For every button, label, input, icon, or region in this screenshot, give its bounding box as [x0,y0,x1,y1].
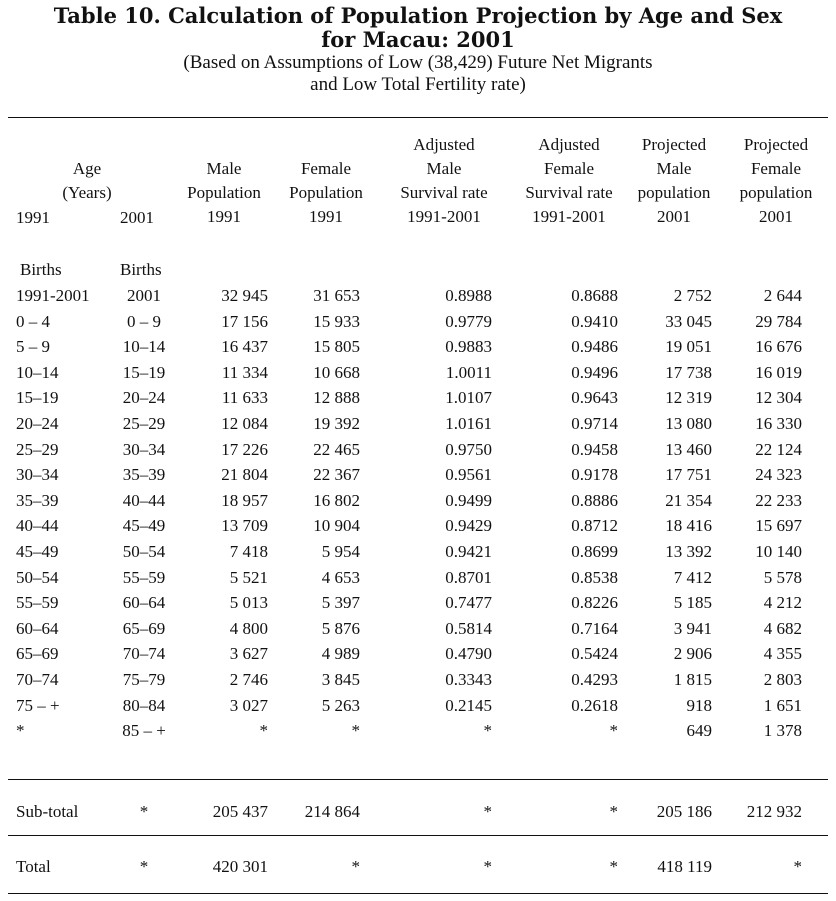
cell-proj-male-2001: 2 906 [673,644,712,664]
cell-female-pop-1991: 31 653 [313,286,360,305]
cell-age-2001: 15–19 [122,362,166,382]
cell-age-1991: Sub-total [16,802,79,821]
cell-male-pop-1991: 13 709 [221,516,268,536]
cell-male-pop-1991: 205 437 [212,802,268,821]
cell-adj-male-survival: 0.7477 [445,593,492,613]
cell-proj-male-2001: 418 119 [657,857,712,876]
cell-age-2001: 50–54 [122,542,166,561]
cell-female-pop-1991: 15 933 [313,311,360,331]
cell-age-2001: * [139,857,149,876]
cell-adj-female-survival: 0.8699 [571,542,618,561]
cell-proj-female-2001: 16 676 [755,337,802,357]
header-projected-male-population-2001 [626,133,722,229]
cell-age-1991: 15–19 [16,388,59,408]
header-line: Adjusted [538,135,600,154]
cell-age-1991: 40–44 [16,516,59,536]
header-line: Adjusted [413,135,475,154]
cell-adj-male-survival: 0.4790 [445,644,492,664]
cell-adj-female-survival: 0.9410 [571,311,618,331]
cell-age-1991: 35–39 [16,490,59,510]
cell-proj-male-2001: 649 [686,721,712,741]
cell-proj-male-2001: 1 815 [673,670,712,689]
cell-male-pop-1991: 5 521 [229,567,268,587]
cell-proj-male-2001: 19 051 [665,337,712,357]
cell-adj-female-survival: 0.8688 [571,286,618,305]
births-label-1991: Births [20,260,62,279]
cell-adj-female-survival: 0.9643 [571,388,618,408]
cell-age-2001: 0 – 9 [127,311,161,331]
cell-adj-female-survival: 0.9178 [571,465,618,485]
cell-age-1991: 70–74 [16,670,59,689]
cell-adj-female-survival: 0.2618 [571,695,618,715]
cell-adj-male-survival: 0.2145 [445,695,492,715]
cell-adj-male-survival: 0.8701 [445,567,492,587]
cell-female-pop-1991: * [351,857,360,876]
cell-female-pop-1991: 4 653 [321,567,360,587]
cell-proj-female-2001: 16 019 [755,362,802,382]
cell-proj-male-2001: 5 185 [673,593,712,613]
cell-female-pop-1991: 4 989 [321,644,360,664]
cell-male-pop-1991: 3 627 [229,644,268,664]
header-adjusted-female-survival-rate [508,133,630,229]
cell-proj-female-2001: 12 304 [755,388,802,408]
cell-proj-male-2001: 13 080 [665,414,712,433]
cell-adj-female-survival: 0.9486 [571,337,618,357]
cell-proj-male-2001: 2 752 [673,286,712,305]
cell-female-pop-1991: 5 263 [321,695,360,715]
header-line: Survival rate [400,183,488,202]
cell-male-pop-1991: 17 226 [221,439,268,459]
cell-adj-male-survival: 1.0161 [445,414,492,433]
header-line: Projected [641,135,707,154]
header-line: Population [289,183,363,202]
cell-female-pop-1991: 5 876 [321,618,360,638]
cell-proj-female-2001: 5 578 [763,567,802,587]
cell-proj-female-2001: 22 233 [755,490,802,510]
cell-age-1991: 45–49 [16,542,59,561]
cell-adj-female-survival: 0.9496 [571,362,618,382]
cell-adj-male-survival: 0.9429 [445,516,492,536]
cell-proj-male-2001: 33 045 [665,311,712,331]
table-title-line-1: Table 10. Calculation of Population Projection by Age and Sex [53,3,783,28]
cell-age-1991: 0 – 4 [16,311,50,331]
cell-adj-male-survival: 0.5814 [445,618,492,638]
header-line: Male [206,159,242,178]
subtotal-rule [8,779,828,780]
cell-age-2001: 30–34 [122,439,166,459]
cell-proj-male-2001: 18 416 [665,516,712,536]
cell-male-pop-1991: 2 746 [229,670,268,689]
cell-proj-female-2001: 212 932 [746,802,802,821]
cell-age-2001: 10–14 [122,337,166,357]
cell-age-2001: 55–59 [122,567,166,587]
cell-age-1991: Total [16,857,51,876]
cell-male-pop-1991: 18 957 [221,490,268,510]
births-label-2001: Births [120,260,162,279]
cell-proj-female-2001: 2 803 [763,670,802,689]
cell-age-1991: 30–34 [16,465,59,485]
cell-adj-male-survival: 0.9750 [445,439,492,459]
cell-age-2001: 75–79 [122,670,166,689]
cell-proj-male-2001: 13 392 [665,542,712,561]
header-age-line: Age [72,159,102,178]
table-title-line-2: for Macau: 2001 [321,27,515,52]
cell-male-pop-1991: 7 418 [229,542,268,561]
cell-proj-female-2001: 1 651 [763,695,802,715]
cell-age-1991: 50–54 [16,567,59,587]
cell-adj-female-survival: * [609,802,618,821]
cell-age-2001: 80–84 [122,695,166,715]
cell-adj-female-survival: 0.8538 [571,567,618,587]
cell-adj-female-survival: 0.7164 [571,618,618,638]
title-block [0,4,836,96]
cell-adj-female-survival: 0.9714 [571,414,618,433]
cell-age-1991: 55–59 [16,593,59,613]
cell-proj-female-2001: 24 323 [755,465,802,485]
cell-age-1991: 75 – + [16,695,60,715]
cell-age-2001: 2001 [127,286,161,305]
cell-age-2001: 40–44 [122,490,166,510]
cell-age-2001: 45–49 [122,516,166,536]
total-rule [8,835,828,836]
header-year-1991: 1991 [16,208,50,227]
header-female-population-1991 [276,157,376,229]
header-line: Population [187,183,261,202]
cell-female-pop-1991: 16 802 [313,490,360,510]
cell-adj-female-survival: 0.8712 [571,516,618,536]
cell-male-pop-1991: 16 437 [221,337,268,357]
cell-male-pop-1991: 32 945 [221,286,268,305]
cell-age-1991: * [16,721,25,741]
cell-adj-male-survival: 0.9561 [445,465,492,485]
cell-proj-male-2001: 3 941 [673,618,712,638]
cell-adj-male-survival: 0.3343 [445,670,492,689]
header-line: Female [750,159,802,178]
cell-male-pop-1991: * [259,721,268,741]
cell-female-pop-1991: 5 397 [321,593,360,613]
cell-proj-female-2001: 15 697 [755,516,802,536]
cell-proj-male-2001: 17 751 [665,465,712,485]
cell-age-2001: 65–69 [122,618,166,638]
cell-adj-male-survival: 1.0107 [445,388,492,408]
header-line: 1991-2001 [407,207,481,226]
header-line: Female [300,159,352,178]
cell-adj-male-survival: * [483,857,492,876]
bottom-rule [8,893,828,894]
cell-age-1991: 5 – 9 [16,337,50,357]
header-line: 2001 [759,207,793,226]
cell-age-2001: 25–29 [122,414,166,433]
cell-male-pop-1991: 3 027 [229,695,268,715]
cell-adj-female-survival: 0.8886 [571,490,618,510]
header-line: Projected [743,135,809,154]
cell-adj-female-survival: * [609,857,618,876]
cell-age-2001: * [139,802,149,821]
cell-adj-male-survival: * [483,802,492,821]
cell-male-pop-1991: 21 804 [221,465,268,485]
cell-male-pop-1991: 17 156 [221,311,268,331]
cell-male-pop-1991: 5 013 [229,593,268,613]
cell-adj-female-survival: 0.4293 [571,670,618,689]
cell-female-pop-1991: 12 888 [313,388,360,408]
cell-proj-male-2001: 13 460 [665,439,712,459]
cell-proj-male-2001: 12 319 [665,388,712,408]
cell-proj-female-2001: 2 644 [763,286,802,305]
header-male-population-1991 [176,157,272,229]
cell-age-1991: 20–24 [16,414,59,433]
cell-adj-female-survival: 0.5424 [571,644,618,664]
cell-adj-female-survival: 0.9458 [571,439,618,459]
cell-age-2001: 20–24 [122,388,166,408]
top-rule [8,117,828,118]
cell-male-pop-1991: 11 334 [221,362,268,382]
header-year-2001: 2001 [120,208,154,227]
cell-adj-female-survival: 0.8226 [571,593,618,613]
cell-adj-male-survival: 0.9883 [445,337,492,357]
cell-proj-male-2001: 7 412 [673,567,712,587]
cell-adj-female-survival: * [609,721,618,741]
cell-age-1991: 65–69 [16,644,59,664]
cell-proj-male-2001: 17 738 [665,362,712,382]
cell-proj-female-2001: * [793,857,802,876]
cell-proj-female-2001: 22 124 [755,439,802,459]
cell-adj-male-survival: 0.9421 [445,542,492,561]
cell-age-1991: 10–14 [16,362,59,382]
header-line: Male [656,159,692,178]
cell-adj-male-survival: 1.0011 [445,362,492,382]
header-line: Male [426,159,462,178]
cell-proj-female-2001: 10 140 [755,542,802,561]
cell-proj-male-2001: 21 354 [665,490,712,510]
cell-female-pop-1991: 15 805 [313,337,360,357]
header-line: 1991 [309,207,343,226]
cell-proj-female-2001: 4 682 [763,618,802,638]
cell-female-pop-1991: 22 465 [313,439,360,459]
header-projected-female-population-2001 [724,133,828,229]
cell-female-pop-1991: 19 392 [313,414,360,433]
cell-female-pop-1991: 22 367 [313,465,360,485]
cell-female-pop-1991: 214 864 [304,802,360,821]
header-line: population [739,183,813,202]
cell-proj-female-2001: 16 330 [755,414,802,433]
cell-male-pop-1991: 4 800 [229,618,268,638]
cell-adj-male-survival: 0.9499 [445,490,492,510]
header-line: Female [543,159,595,178]
cell-age-2001: 60–64 [122,593,166,613]
header-line: Survival rate [525,183,613,202]
cell-proj-female-2001: 1 378 [763,721,802,741]
header-age-line: (Years) [62,183,112,202]
header-line: 2001 [657,207,691,226]
cell-adj-male-survival: 0.8988 [445,286,492,305]
cell-age-2001: 70–74 [122,644,166,664]
cell-adj-male-survival: * [483,721,492,741]
cell-male-pop-1991: 420 301 [212,857,268,876]
cell-proj-male-2001: 205 186 [656,802,712,821]
cell-female-pop-1991: 10 668 [313,362,360,382]
table-subtitle-line-1: (Based on Assumptions of Low (38,429) Future Net Migrants [183,52,653,73]
header-adjusted-male-survival-rate [383,133,505,229]
cell-proj-female-2001: 29 784 [755,311,802,331]
cell-age-2001: 85 – + [122,721,166,741]
cell-female-pop-1991: * [351,721,360,741]
cell-female-pop-1991: 3 845 [321,670,360,689]
header-line: 1991-2001 [532,207,606,226]
cell-male-pop-1991: 12 084 [221,414,268,433]
cell-male-pop-1991: 11 633 [221,388,268,408]
cell-age-1991: 60–64 [16,618,59,638]
cell-age-1991: 1991-2001 [16,286,90,305]
cell-proj-female-2001: 4 355 [763,644,802,664]
table-subtitle-line-2: and Low Total Fertility rate) [310,74,526,95]
cell-age-1991: 25–29 [16,439,59,459]
cell-adj-male-survival: 0.9779 [445,311,492,331]
cell-proj-female-2001: 4 212 [763,593,802,613]
cell-female-pop-1991: 10 904 [313,516,360,536]
header-line: population [637,183,711,202]
header-line: 1991 [207,207,241,226]
cell-proj-male-2001: 918 [686,695,712,715]
header-age [52,157,122,205]
cell-age-2001: 35–39 [122,465,166,485]
cell-female-pop-1991: 5 954 [321,542,360,561]
